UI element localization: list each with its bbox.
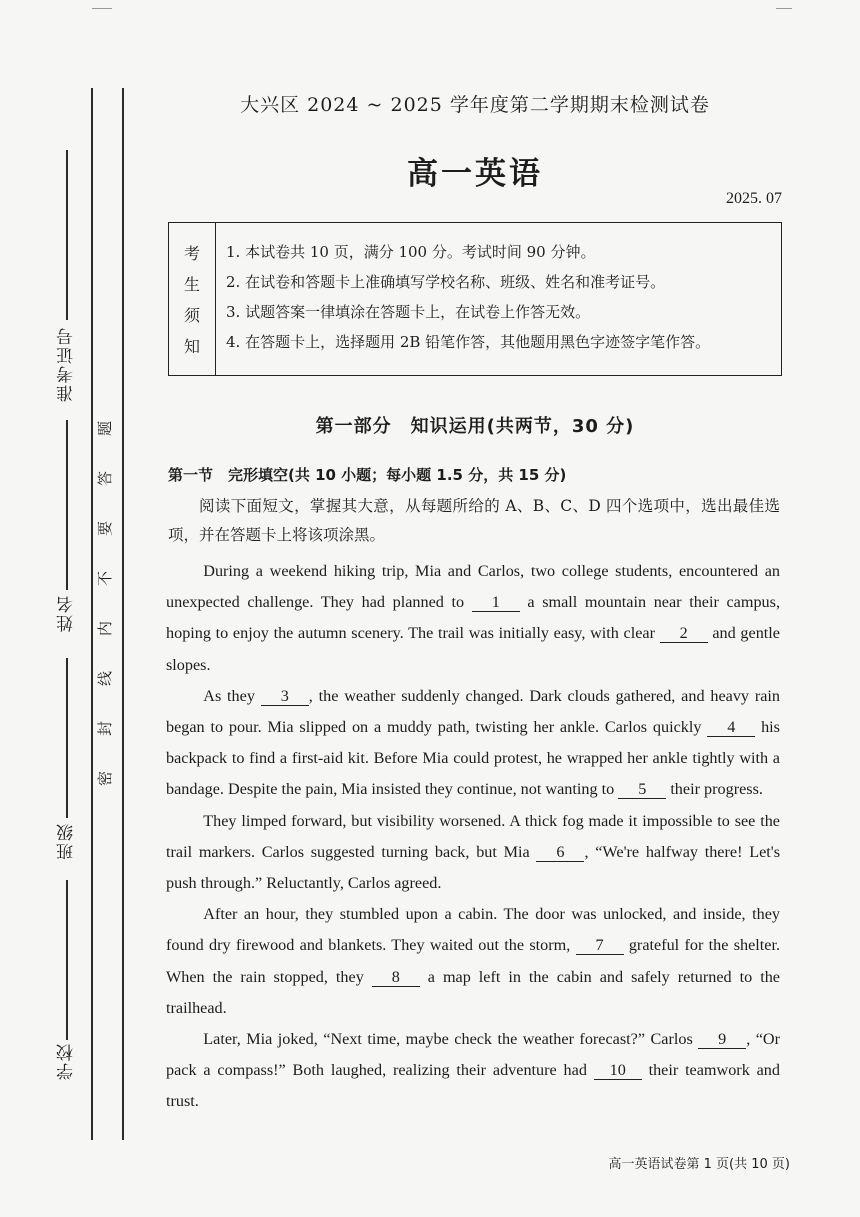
cloze-blank: 7: [576, 936, 624, 955]
cloze-blank: 2: [660, 624, 708, 643]
admission-label: 准考证号: [57, 326, 77, 402]
part-title: 第一部分 知识运用(共两节，30 分): [315, 416, 635, 437]
cloze-blank: 1: [472, 593, 520, 612]
passage-text: a small mountain near their campus, hoping to enjoy the autumn scenery. The trail was initially easy, with clear: [166, 593, 780, 643]
passage-text: and gentle slopes.: [166, 624, 780, 674]
cloze-blank: 8: [372, 968, 420, 987]
notice-item: 3. 试题答案一律填涂在答题卡上，在试卷上作答无效。: [226, 303, 591, 321]
binding-line-right: [122, 88, 124, 1140]
page-footer: 高一英语试卷第 1 页(共 10 页): [608, 1157, 790, 1172]
cloze-blank: 10: [594, 1061, 642, 1080]
cloze-blank: 6: [536, 843, 584, 862]
exam-date: 2025. 07: [726, 190, 782, 207]
notice-list: [216, 223, 710, 375]
seal-line-notice: [92, 418, 116, 789]
subject-title: 高一英语: [407, 156, 543, 192]
passage-text: Later, Mia joked, “Next time, maybe check the weather forecast?” Carlos: [203, 1030, 699, 1049]
cloze-blank: 4: [707, 718, 755, 737]
passage-paragraph: [166, 556, 780, 681]
passage-text: their teamwork and trust.: [166, 1061, 780, 1111]
passage-text: , “Or pack a compass!” Both laughed, realizing their adventure had: [166, 1030, 780, 1080]
school-fill-line: [66, 880, 68, 1040]
seal-char: 内: [95, 620, 114, 637]
exam-title: 大兴区 2024 ~ 2025 学年度第二学期期末检测试卷: [240, 94, 710, 116]
scan-mark: [92, 8, 112, 9]
notice-item: 1. 本试卷共 10 页，满分 100 分。考试时间 90 分钟。: [226, 243, 596, 261]
passage-text: their progress.: [666, 780, 763, 799]
section-instructions: 阅读下面短文，掌握其大意，从每题所给的 A、B、C、D 四个选项中，选出最佳选项，并在答题卡上将该项涂黑。: [168, 497, 780, 544]
notice-item: 4. 在答题卡上，选择题用 2B 铅笔作答，其他题用黑色字迹签字笔作答。: [226, 333, 711, 351]
passage-text: As they: [203, 686, 261, 705]
notice-heading-char: 须: [183, 306, 200, 325]
seal-char: 要: [95, 520, 114, 537]
name-label: 姓名: [57, 594, 77, 632]
cloze-blank: 5: [618, 780, 666, 799]
passage-paragraph: [166, 899, 780, 1024]
passage-text: , “We're halfway there! Let's push through.” Reluctantly, Carlos agreed.: [166, 842, 780, 893]
seal-char: 不: [95, 570, 114, 587]
passage-paragraph: [166, 1024, 780, 1118]
scan-mark: [776, 8, 792, 9]
cloze-blank: 9: [698, 1030, 746, 1049]
passage-text: After an hour, they stumbled upon a cabin. The door was unlocked, and inside, they found dry firewood and blankets. They waited out the storm,: [166, 905, 780, 955]
passage-paragraph: [166, 806, 780, 900]
passage-text: his backpack to find a first-aid kit. Before Mia could protest, he wrapped her ankle tightly with a bandage. Despite the pain, Mia insisted they continue, not wanting to: [166, 718, 780, 799]
class-label: 班级: [57, 822, 77, 860]
passage-text: grateful for the shelter. When the rain stopped, they: [166, 936, 780, 986]
notice-heading-char: 知: [183, 337, 200, 356]
notice-heading-char: 生: [183, 275, 200, 294]
notice-heading: [169, 223, 216, 375]
seal-char: 题: [95, 420, 114, 437]
cloze-passage: [166, 556, 780, 1118]
section-title: 第一节 完形填空(共 10 小题；每小题 1.5 分，共 15 分): [168, 466, 567, 484]
notice-item: 2. 在试卷和答题卡上准确填写学校名称、班级、姓名和准考证号。: [226, 273, 666, 291]
name-fill-line: [66, 420, 68, 590]
candidate-notice-box: [168, 222, 782, 376]
seal-char: 答: [95, 470, 114, 487]
seal-char: 密: [95, 770, 114, 787]
cloze-blank: 3: [261, 687, 309, 706]
notice-heading-char: 考: [183, 244, 200, 263]
seal-char: 封: [95, 720, 114, 737]
passage-text: They limped forward, but visibility worsened. A thick fog made it impossible to see the trail markers. Carlos suggested turning back, but Mia: [166, 811, 780, 861]
admission-fill-line: [66, 150, 68, 320]
class-fill-line: [66, 658, 68, 818]
seal-char: 线: [95, 670, 114, 687]
passage-text: During a weekend hiking trip, Mia and Carlos, two college students, encountered an unexpected challenge. They had planned to: [166, 562, 780, 612]
school-label: 学校: [57, 1042, 77, 1080]
passage-text: , the weather suddenly changed. Dark clouds gathered, and heavy rain began to pour. Mia slipped on a muddy path, twisting her ankle. Carlos quickly: [166, 686, 780, 737]
passage-paragraph: [166, 681, 780, 806]
passage-text: a map left in the cabin and safely returned to the trailhead.: [166, 967, 780, 1017]
